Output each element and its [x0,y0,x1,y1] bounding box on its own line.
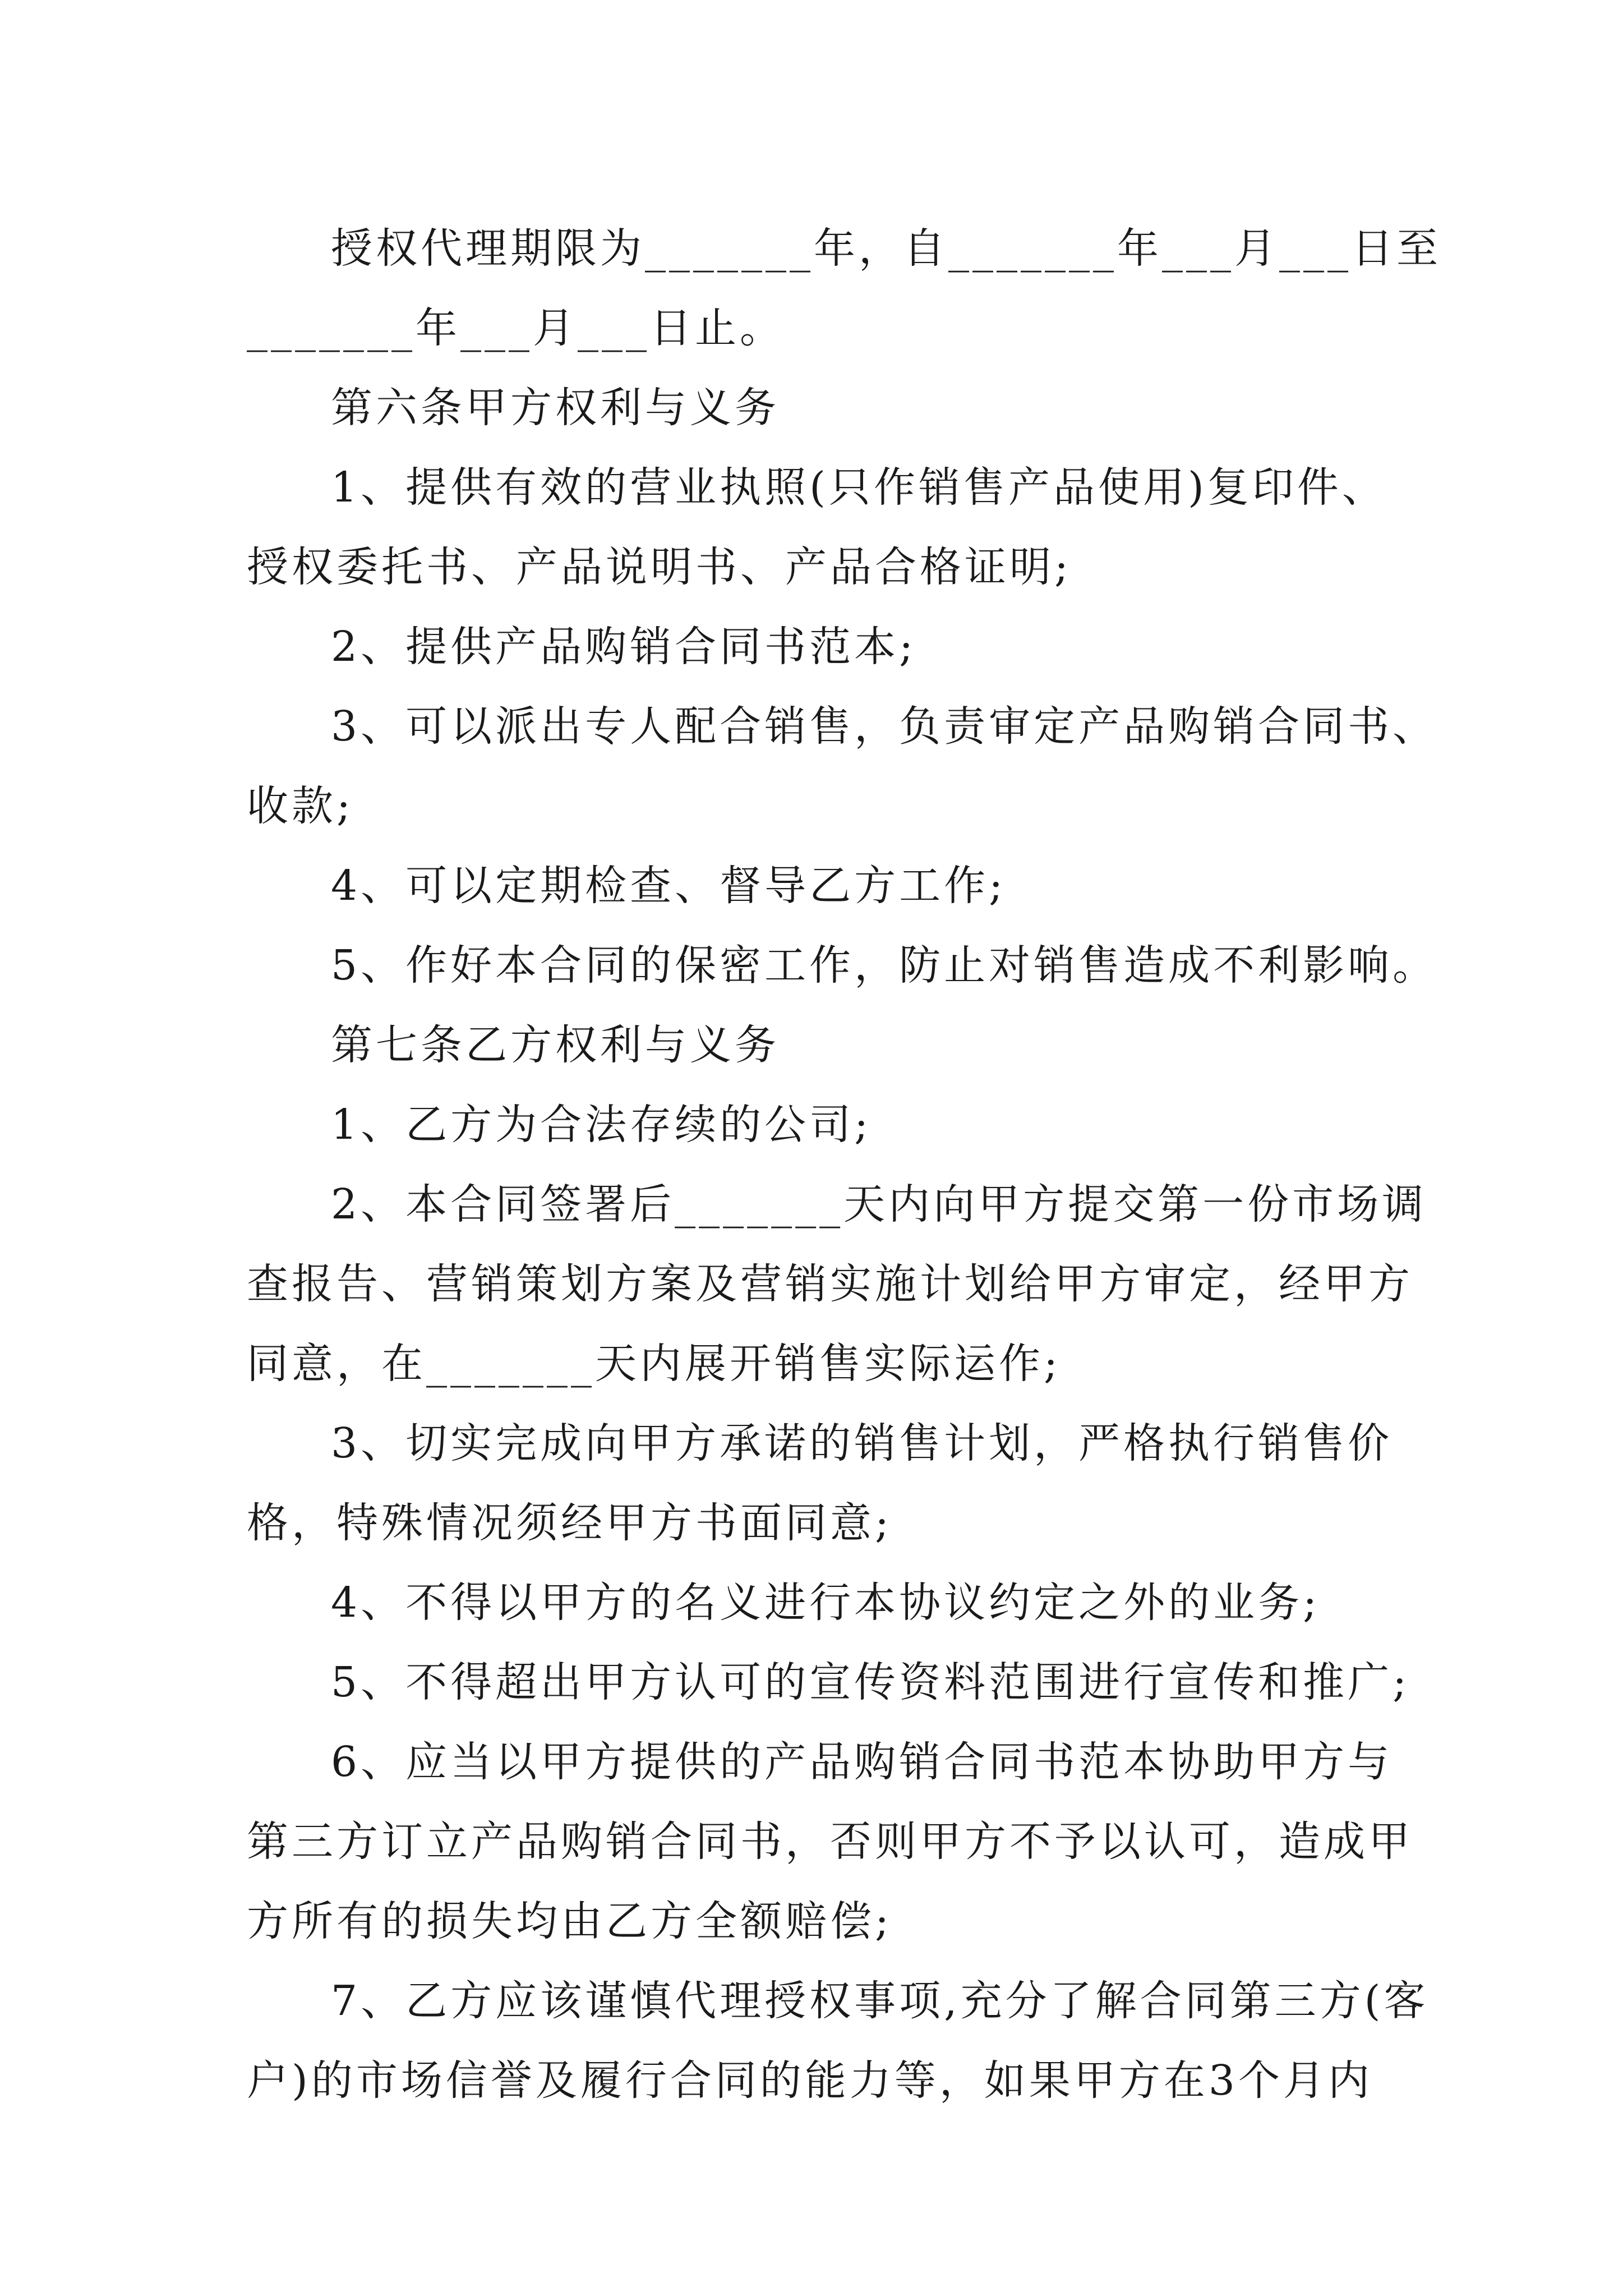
paragraph-line: 2、本合同签署后_______天内向甲方提交第一份市场调 [331,1180,1427,1228]
paragraph-line: 1、提供有效的营业执照(只作销售产品使用)复印件、 [331,463,1387,512]
paragraph-line: 5、不得超出甲方认可的宣传资料范围进行宣传和推广; [331,1658,1410,1706]
paragraph-line: 3、可以派出专人配合销售，负责审定产品购销合同书、 [331,702,1438,751]
paragraph-line: 格，特殊情况须经甲方书面同意; [247,1499,892,1547]
paragraph-line: 授权代理期限为_______年，自_______年___月___日至 [331,224,1441,273]
paragraph-line: 6、应当以甲方提供的产品购销合同书范本协助甲方与 [331,1738,1393,1786]
paragraph-line: 4、可以定期检查、督导乙方工作; [331,862,1007,910]
paragraph-line: 户)的市场信誉及履行合同的能力等，如果甲方在3个月内 [247,2056,1373,2105]
paragraph-line: 收款; [247,782,354,830]
paragraph-line: 1、乙方为合法存续的公司; [331,1101,872,1149]
section-heading: 第七条乙方权利与义务 [331,1021,780,1069]
paragraph-line: 3、切实完成向甲方承诺的销售计划，严格执行销售价 [331,1419,1393,1467]
paragraph-line: 5、作好本合同的保密工作，防止对销售造成不利影响。 [331,941,1438,990]
paragraph-line: 4、不得以甲方的名义进行本协议约定之外的业务; [331,1579,1321,1627]
paragraph-line: 7、乙方应该谨慎代理授权事项,充分了解合同第三方(客 [331,1977,1429,2025]
paragraph-line: 2、提供产品购销合同书范本; [331,623,917,671]
paragraph-line: 第三方订立产品购销合同书，否则甲方不予以认可，造成甲 [247,1818,1413,1866]
paragraph-line: 查报告、营销策划方案及营销实施计划给甲方审定，经甲方 [247,1260,1413,1308]
section-heading: 第六条甲方权利与义务 [331,384,780,432]
paragraph-line: 方所有的损失均由乙方全额赔偿; [247,1897,892,1945]
paragraph-line: 同意，在_______天内展开销售实际运作; [247,1340,1061,1388]
paragraph-line: _______年___月___日止。 [247,304,785,352]
paragraph-line: 授权委托书、产品说明书、产品合格证明; [247,543,1072,591]
document-body [247,209,1441,2120]
